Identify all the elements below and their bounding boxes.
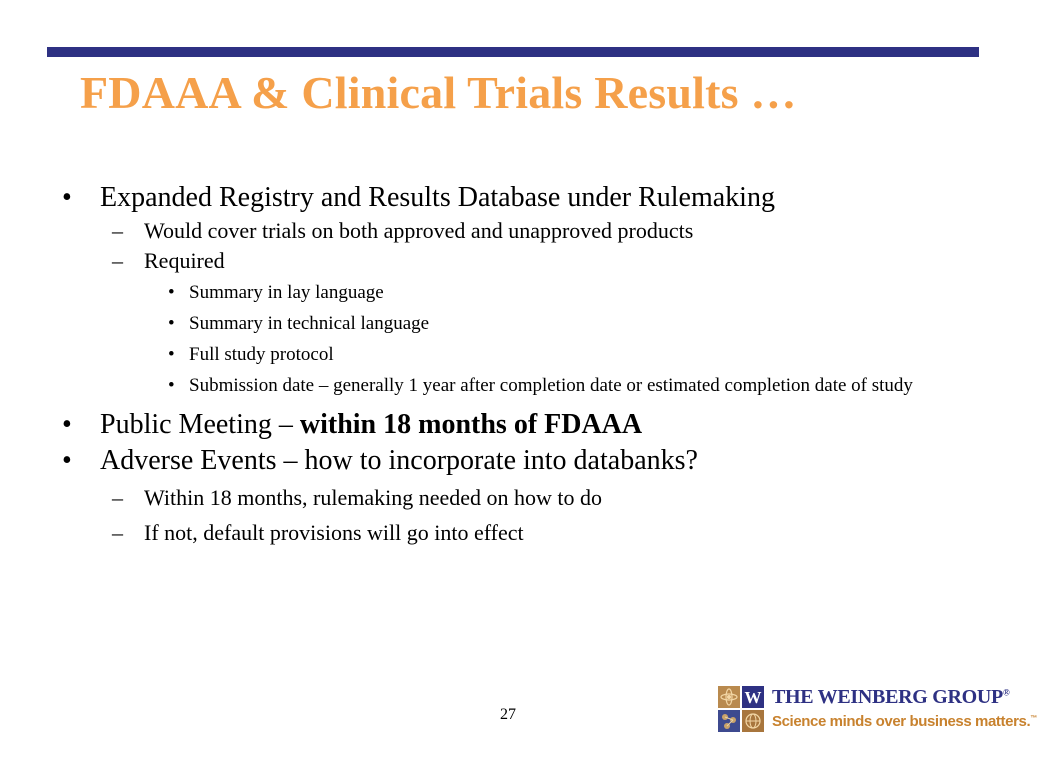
bullet-list: [62, 180, 962, 548]
sub-sub-bullet-text: Summary in technical language: [189, 313, 430, 334]
atom-icon: [718, 686, 740, 708]
bullet-text: Public Meeting –: [100, 409, 300, 440]
logo-mark-letter: W: [744, 688, 762, 707]
sub-sub-bullet-lay-summary: [62, 282, 962, 304]
bullet-public-meeting: [62, 407, 962, 443]
logo-company-name: [772, 686, 1009, 709]
logo-tagline-text: Science minds over business matters.: [772, 713, 1031, 730]
dash-marker: –: [112, 520, 123, 545]
sub-sub-bullet-text: Submission date – generally 1 year after completion date or estimated completion date of study: [189, 375, 913, 396]
sub-bullet-text: Required: [144, 248, 225, 273]
sub-bullet-default-provisions: [62, 518, 962, 548]
sub-bullet-cover-trials: [62, 216, 962, 246]
globe-icon: [742, 710, 764, 732]
bullet-marker: •: [62, 445, 72, 476]
bullet-adverse-events: [62, 443, 962, 479]
bullet-marker: •: [168, 375, 175, 396]
sub-bullet-within-18-months: [62, 483, 962, 513]
trademark-mark: ™: [1030, 715, 1037, 722]
weinberg-group-logo: [718, 686, 1037, 736]
sub-bullet-text: Within 18 months, rulemaking needed on how to do: [144, 485, 602, 510]
dash-marker: –: [112, 218, 123, 243]
bullet-expanded-registry: [62, 180, 962, 216]
molecule-icon: [718, 710, 740, 732]
sub-sub-bullet-study-protocol: [62, 344, 962, 366]
logo-name-text: THE WEINBERG GROUP: [772, 686, 1003, 708]
bullet-marker: •: [62, 182, 72, 213]
sub-sub-bullet-text: Full study protocol: [189, 344, 334, 365]
sub-bullet-required: [62, 246, 962, 276]
sub-bullet-text: If not, default provisions will go into effect: [144, 520, 524, 545]
sub-sub-bullet-technical-summary: [62, 313, 962, 335]
registered-mark: ®: [1002, 687, 1010, 698]
sub-bullet-text: Would cover trials on both approved and unapproved products: [144, 218, 694, 243]
sub-sub-bullet-text: Summary in lay language: [189, 282, 384, 303]
bullet-marker: •: [62, 409, 72, 440]
sub-sub-bullet-submission-date: [62, 375, 949, 397]
bullet-marker: •: [168, 344, 175, 365]
bullet-text: Expanded Registry and Results Database under Rulemaking: [100, 182, 775, 213]
dash-marker: –: [112, 485, 123, 510]
bullet-text: Adverse Events – how to incorporate into databanks?: [100, 445, 698, 476]
title-rule: [47, 47, 979, 57]
page-number: 27: [500, 706, 516, 723]
dash-marker: –: [112, 248, 123, 273]
logo-tagline: [772, 713, 1037, 730]
slide-title: FDAAA & Clinical Trials Results …: [80, 67, 797, 118]
w-letter-icon: [742, 686, 764, 708]
bullet-bold-text: within 18 months of FDAAA: [299, 409, 643, 440]
bullet-marker: •: [168, 313, 175, 334]
bullet-marker: •: [168, 282, 175, 303]
